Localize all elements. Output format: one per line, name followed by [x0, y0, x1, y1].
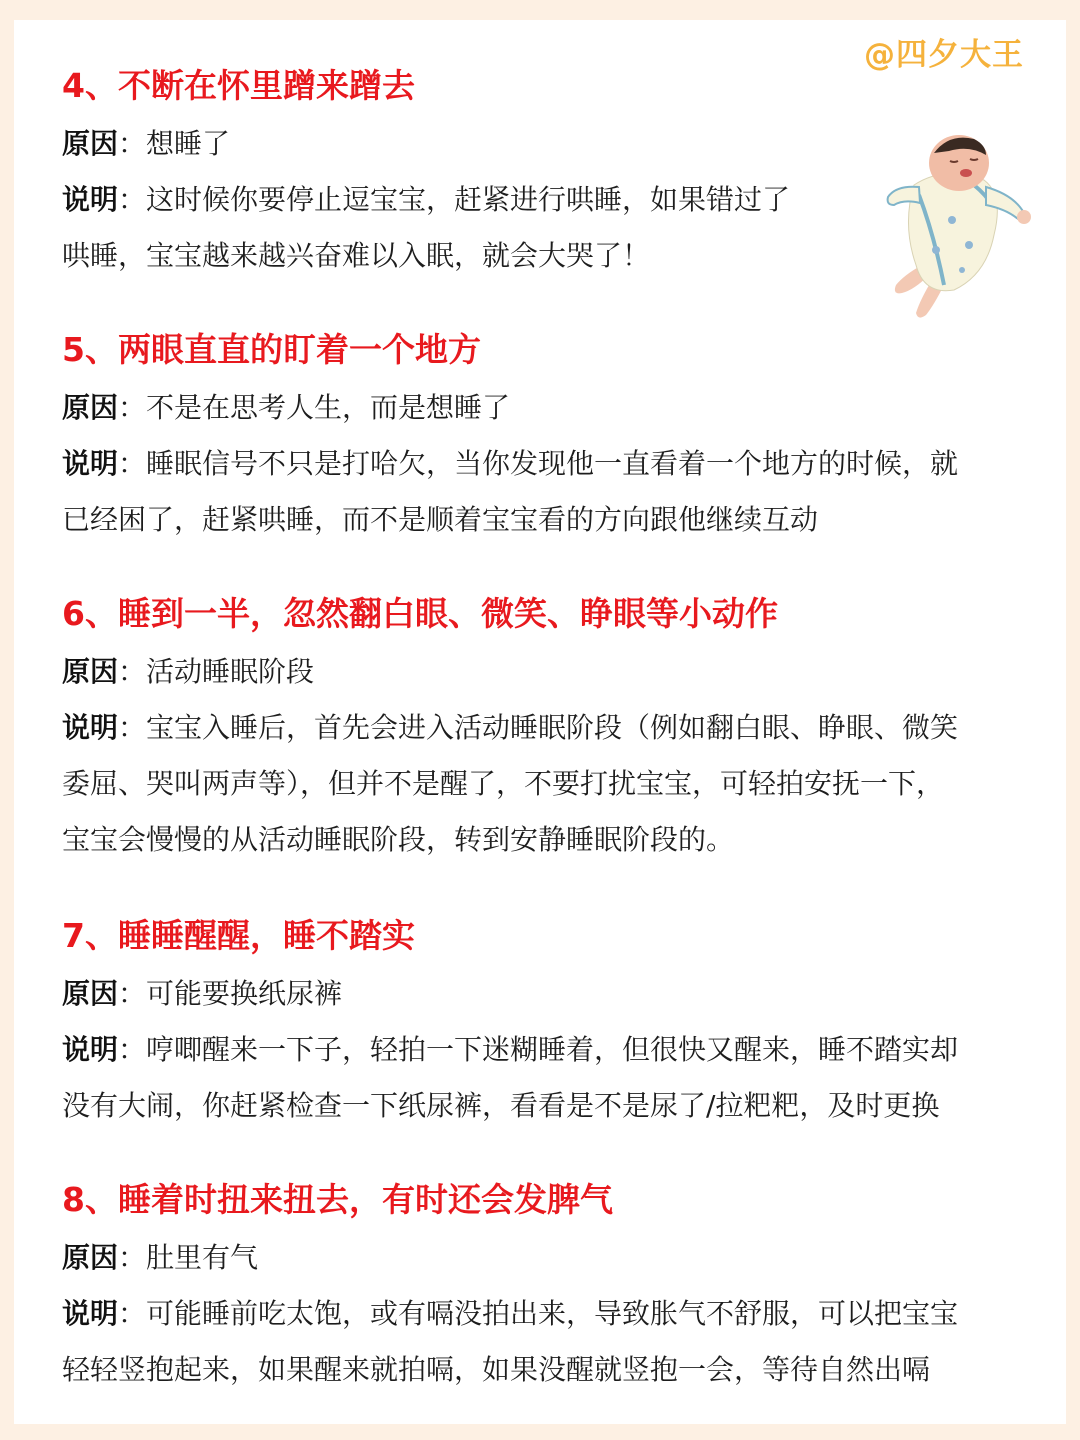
author-watermark: @四夕大王: [864, 37, 1024, 73]
note-line: [62, 436, 1022, 492]
note-label: 说明: [62, 1297, 119, 1330]
section-heading: 8、睡着时扭来扭去，有时还会发脾气: [62, 1180, 613, 1219]
note-label: 说明: [62, 711, 119, 744]
reason-label: 原因: [62, 977, 119, 1010]
note-line: [62, 700, 1022, 756]
tip-section-5: [62, 320, 1022, 548]
reason-line: [62, 1230, 1022, 1286]
section-heading: 5、两眼直直的盯着一个地方: [62, 330, 481, 369]
reason-label: 原因: [62, 655, 119, 688]
note-line: 哄睡，宝宝越来越兴奋难以入眠，就会大哭了！: [62, 239, 651, 272]
note-line: 轻轻竖抱起来，如果醒来就拍嗝，如果没醒就竖抱一会，等待自然出嗝: [62, 1353, 931, 1386]
note-label: 说明: [62, 447, 119, 480]
note-line: [62, 1022, 1022, 1078]
reason-line: [62, 380, 1022, 436]
note-label: 说明: [62, 1033, 119, 1066]
reason-label: 原因: [62, 391, 119, 424]
note-text: ：哼唧醒来一下子，轻拍一下迷糊睡着，但很快又醒来，睡不踏实却: [118, 1033, 959, 1066]
section-heading: 6、睡到一半，忽然翻白眼、微笑、睁眼等小动作: [62, 594, 778, 633]
reason-text: ：可能要换纸尿裤: [118, 977, 343, 1010]
tip-section-6: [62, 584, 1022, 868]
section-heading: 7、睡睡醒醒，睡不踏实: [62, 916, 415, 955]
section-heading: 4、不断在怀里蹭来蹭去: [62, 66, 415, 105]
note-text: ：可能睡前吃太饱，或有嗝没拍出来，导致胀气不舒服，可以把宝宝: [118, 1297, 959, 1330]
note-line: [62, 1286, 1022, 1342]
tip-section-7: [62, 906, 1022, 1134]
note-text: ：睡眠信号不只是打哈欠，当你发现他一直看着一个地方的时候，就: [118, 447, 959, 480]
note-line: 没有大闹，你赶紧检查一下纸尿裤，看看是不是尿了/拉粑粑，及时更换: [62, 1089, 940, 1122]
baby-illustration: [874, 125, 1044, 325]
note-line: 宝宝会慢慢的从活动睡眠阶段，转到安静睡眠阶段的。: [62, 823, 735, 856]
note-line: 已经困了，赶紧哄睡，而不是顺着宝宝看的方向跟他继续互动: [62, 503, 819, 536]
reason-text: ：想睡了: [118, 127, 231, 160]
note-label: 说明: [62, 183, 119, 216]
note-text: ：这时候你要停止逗宝宝，赶紧进行哄睡，如果错过了: [118, 183, 791, 216]
reason-label: 原因: [62, 1241, 119, 1274]
reason-line: [62, 966, 1022, 1022]
reason-text: ：活动睡眠阶段: [118, 655, 315, 688]
note-line: 委屈、哭叫两声等），但并不是醒了，不要打扰宝宝，可轻拍安抚一下，: [62, 767, 945, 800]
reason-label: 原因: [62, 127, 119, 160]
note-text: ：宝宝入睡后，首先会进入活动睡眠阶段（例如翻白眼、睁眼、微笑: [118, 711, 959, 744]
tip-section-8: [62, 1170, 1022, 1398]
reason-text: ：肚里有气: [118, 1241, 259, 1274]
reason-line: [62, 644, 1022, 700]
article-card: [14, 20, 1066, 1424]
reason-text: ：不是在思考人生，而是想睡了: [118, 391, 511, 424]
